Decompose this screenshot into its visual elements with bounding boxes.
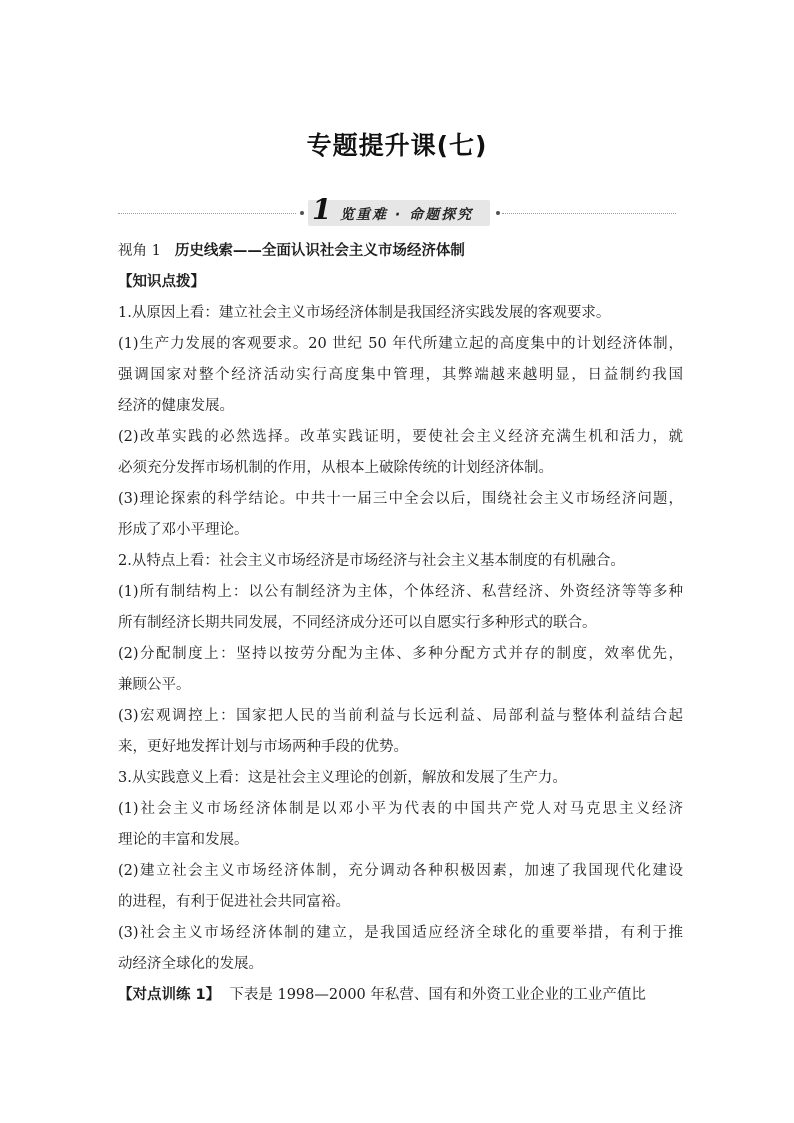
paragraph-line: (3)社会主义市场经济体制的建立，是我国适应经济全球化的重要举措，有利于推 <box>118 925 683 941</box>
paragraph-line: (1)所有制结构上：以公有制经济为主体，个体经济、私营经济、外资经济等等多种 <box>118 584 683 600</box>
divider-right <box>502 213 676 214</box>
exercise-label: 【对点训练 1】 <box>118 987 221 1003</box>
paragraph-line: (2)建立社会主义市场经济体制，充分调动各种积极因素，加速了我国现代化建设 <box>118 863 683 879</box>
paragraph-line: 必须充分发挥市场机制的作用，从根本上破除传统的计划经济体制。 <box>118 460 553 476</box>
divider-dot-right <box>496 211 500 215</box>
viewpoint-title: 历史线索——全面认识社会主义市场经济体制 <box>174 243 465 259</box>
paragraph-line: (1)生产力发展的客观要求。20 世纪 50 年代所建立起的高度集中的计划经济体制， <box>118 336 683 352</box>
paragraph-line: 3.从实践意义上看：这是社会主义理论的创新，解放和发展了生产力。 <box>118 770 567 786</box>
paragraph-line: 理论的丰富和发展。 <box>118 832 249 848</box>
paragraph-line: 动经济全球化的发展。 <box>118 956 263 972</box>
page-title: 专题提升课(七) <box>306 131 488 160</box>
document-body <box>118 236 683 1011</box>
viewpoint-heading <box>118 236 683 267</box>
banner-text: 览重难 · 命题探究 <box>340 207 474 223</box>
paragraph-line: (2)改革实践的必然选择。改革实践证明，要使社会主义经济充满生机和活力，就 <box>118 429 683 445</box>
paragraph-line: (1)社会主义市场经济体制是以邓小平为代表的中国共产党人对马克思主义经济 <box>118 801 683 817</box>
paragraph-line: 强调国家对整个经济活动实行高度集中管理，其弊端越来越明显，日益制约我国 <box>118 367 683 383</box>
paragraph-line: 形成了邓小平理论。 <box>118 522 249 538</box>
paragraph-line: (3)宏观调控上：国家把人民的当前利益与长远利益、局部利益与整体利益结合起 <box>118 708 683 724</box>
paragraph-line: 2.从特点上看：社会主义市场经济是市场经济与社会主义基本制度的有机融合。 <box>118 553 625 569</box>
paragraph-line: 经济的健康发展。 <box>118 398 234 414</box>
exercise-line <box>118 980 683 1011</box>
paragraph-line: (2)分配制度上：坚持以按劳分配为主体、多种分配方式并存的制度，效率优先， <box>118 646 683 662</box>
divider-left <box>118 213 296 214</box>
banner-number: 1 <box>312 193 332 226</box>
viewpoint-label: 视角 1 <box>118 243 161 259</box>
section-banner <box>118 193 676 228</box>
divider-dot-left <box>300 211 304 215</box>
paragraph-line: 的进程，有利于促进社会共同富裕。 <box>118 894 350 910</box>
knowledge-label: 【知识点拨】 <box>118 274 205 290</box>
exercise-text: 下表是 1998—2000 年私营、国有和外资工业企业的工业产值比 <box>229 987 646 1003</box>
paragraph-line: 兼顾公平。 <box>118 677 191 693</box>
paragraph-line: 所有制经济长期共同发展，不同经济成分还可以自愿实行多种形式的联合。 <box>118 615 597 631</box>
paragraph-line: 来，更好地发挥计划与市场两种手段的优势。 <box>118 739 408 755</box>
paragraph-line: (3)理论探索的科学结论。中共十一届三中全会以后，围绕社会主义市场经济问题， <box>118 491 683 507</box>
paragraph-line: 1.从原因上看：建立社会主义市场经济体制是我国经济实践发展的客观要求。 <box>118 305 611 321</box>
